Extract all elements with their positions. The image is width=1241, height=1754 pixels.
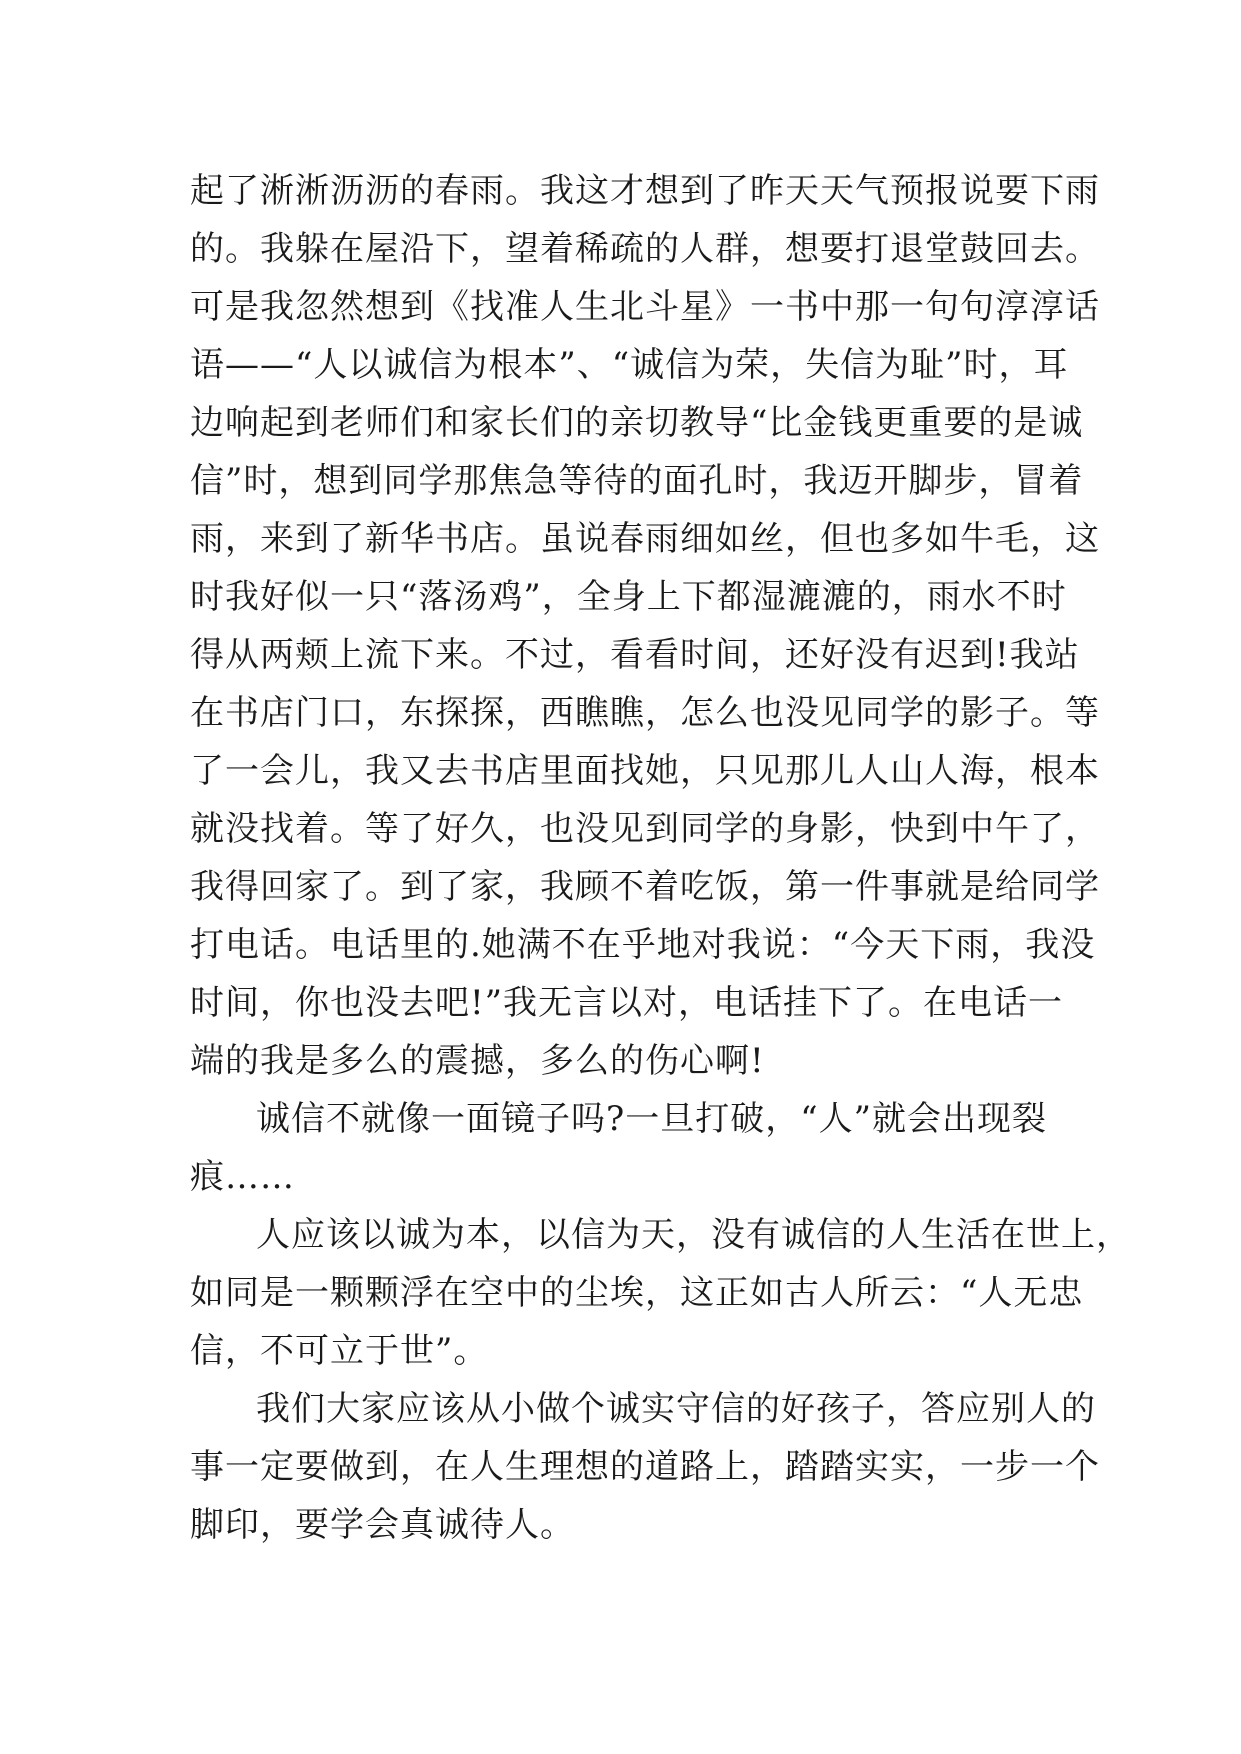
text-line: 事一定要做到，在人生理想的道路上，踏踏实实，一步一个	[190, 1447, 1100, 1487]
text-line: 诚信不就像一面镜子吗?一旦打破，“人”就会出现裂	[256, 1099, 1047, 1139]
text-line: 痕……	[190, 1157, 295, 1197]
paragraph-3	[190, 1206, 1131, 1380]
text-line: 信，不可立于世”。	[190, 1331, 489, 1371]
text-line: 如同是一颗颗浮在空中的尘埃，这正如古人所云：“人无忠	[190, 1273, 1084, 1313]
text-line: 信”时，想到同学那焦急等待的面孔时，我迈开脚步，冒着	[190, 461, 1084, 501]
paragraph-2	[190, 1090, 1070, 1206]
text-line: 边响起到老师们和家长们的亲切教导“比金钱更重要的是诚	[190, 403, 1084, 443]
text-line: 脚印，要学会真诚待人。	[190, 1505, 575, 1545]
text-line: 在书店门口，东探探，西瞧瞧，怎么也没见同学的影子。等	[190, 693, 1100, 733]
text-line: 我得回家了。到了家，我顾不着吃饭，第一件事就是给同学	[190, 867, 1100, 907]
text-line: 起了淅淅沥沥的春雨。我这才想到了昨天天气预报说要下雨	[190, 171, 1100, 211]
text-line: 就没找着。等了好久，也没见到同学的身影，快到中午了，	[190, 809, 1100, 849]
text-line: 打电话。电话里的.她满不在乎地对我说：“今天下雨，我没	[190, 925, 1096, 965]
text-line: 雨，来到了新华书店。虽说春雨细如丝，但也多如牛毛，这	[190, 519, 1100, 559]
text-line: 端的我是多么的震撼，多么的伤心啊!	[190, 1041, 765, 1081]
paragraph-1	[190, 162, 1100, 1090]
document-body	[190, 162, 1131, 1554]
text-line: 可是我忽然想到《找准人生北斗星》一书中那一句句淳淳话	[190, 287, 1100, 327]
paragraph-4	[190, 1380, 1100, 1554]
text-line: 我们大家应该从小做个诚实守信的好孩子，答应别人的	[256, 1389, 1096, 1429]
text-line: 时间，你也没去吧!”我无言以对，电话挂下了。在电话一	[190, 983, 1064, 1023]
text-line: 人应该以诚为本，以信为天，没有诚信的人生活在世上，	[256, 1215, 1131, 1255]
text-line: 得从两颊上流下来。不过，看看时间，还好没有迟到!我站	[190, 635, 1080, 675]
text-line: 语——“人以诚信为根本”、“诚信为荣，失信为耻”时，耳	[190, 345, 1069, 385]
text-line: 的。我躲在屋沿下，望着稀疏的人群，想要打退堂鼓回去。	[190, 229, 1100, 269]
text-line: 了一会儿，我又去书店里面找她，只见那儿人山人海，根本	[190, 751, 1100, 791]
text-line: 时我好似一只“落汤鸡”，全身上下都湿漉漉的，雨水不时	[190, 577, 1067, 617]
